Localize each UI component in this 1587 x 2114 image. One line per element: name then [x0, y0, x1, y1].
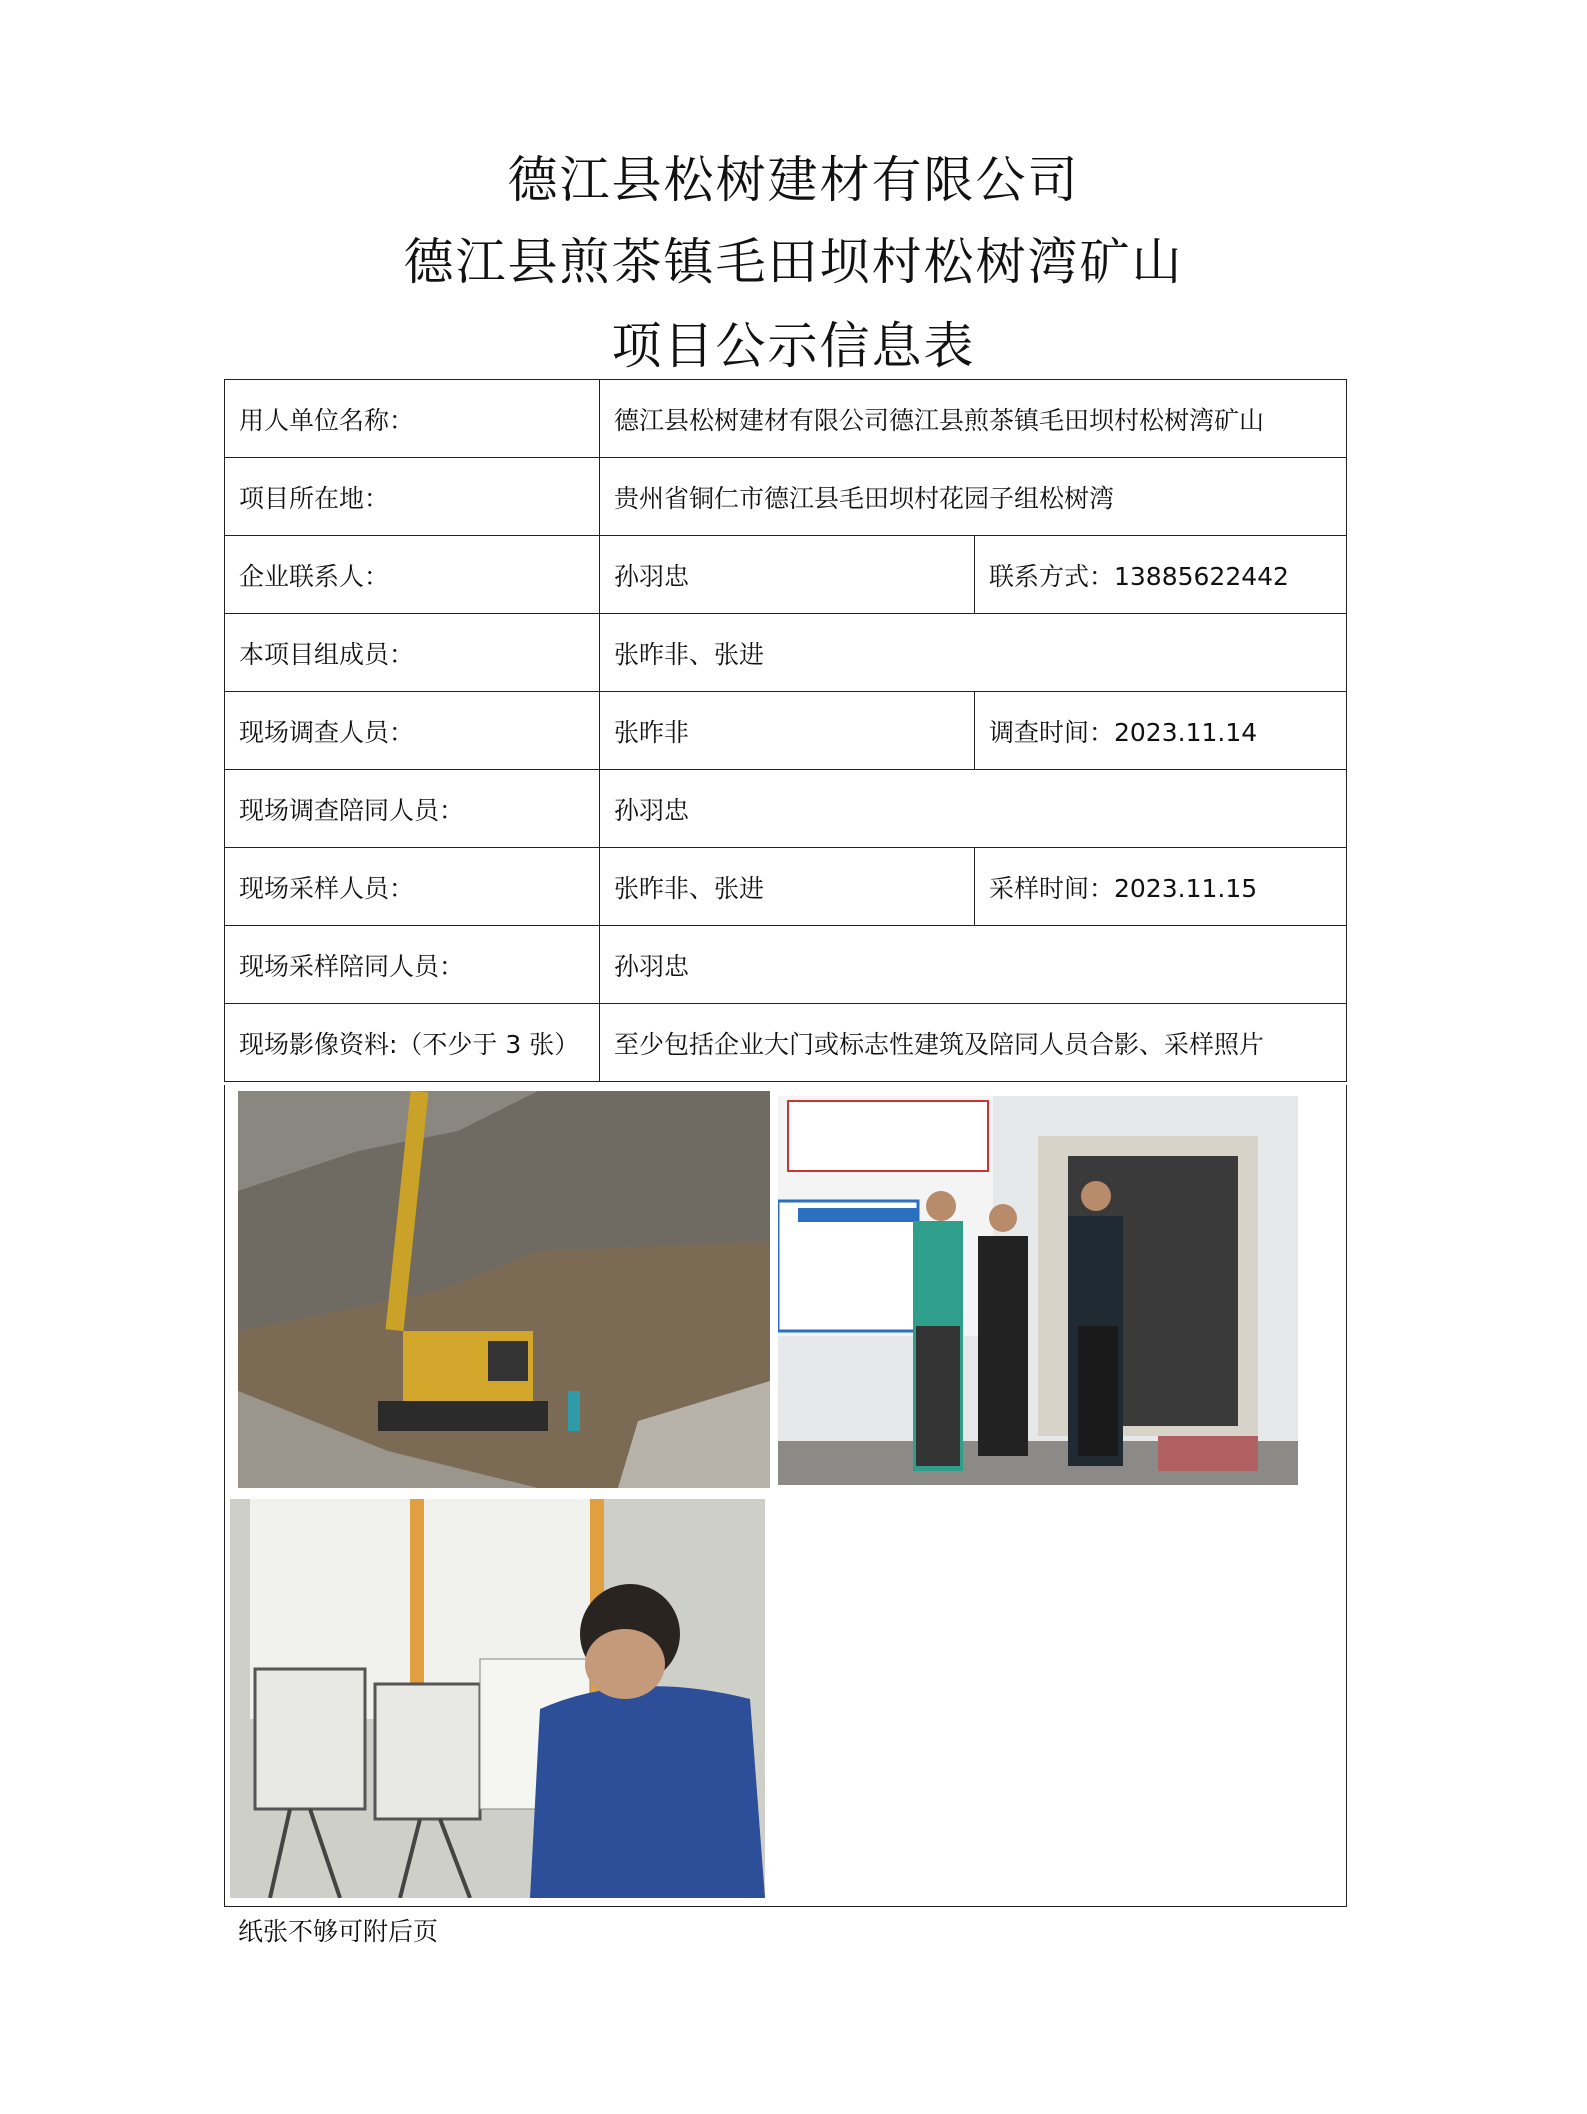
info-table	[224, 379, 1347, 1082]
sampling-staff-value: 张昨非、张进	[600, 848, 975, 926]
photo-area	[224, 1085, 1347, 1907]
survey-escort-value: 孙羽忠	[600, 770, 1347, 848]
footer-note: 纸张不够可附后页	[238, 1917, 439, 1946]
sampling-escort-value: 孙羽忠	[600, 926, 1347, 1004]
survey-escort-label: 现场调查陪同人员：	[225, 770, 600, 848]
phone-value: 联系方式：13885622442	[975, 536, 1347, 614]
sampling-escort-label: 现场采样陪同人员：	[225, 926, 600, 1004]
table-row	[225, 458, 1347, 536]
survey-time: 调查时间：2023.11.14	[975, 692, 1347, 770]
table-row	[225, 692, 1347, 770]
sampling-photo	[230, 1499, 765, 1898]
survey-staff-label: 现场调查人员：	[225, 692, 600, 770]
table-row	[225, 536, 1347, 614]
quarry-excavator-photo	[238, 1091, 770, 1488]
sampling-time: 采样时间：2023.11.15	[975, 848, 1347, 926]
location-label: 项目所在地：	[225, 458, 600, 536]
contact-value: 孙羽忠	[600, 536, 975, 614]
group-photo	[778, 1096, 1298, 1485]
employer-label: 用人单位名称：	[225, 380, 600, 458]
mine-title: 德江县煎茶镇毛田坝村松树湾矿山	[403, 233, 1184, 291]
table-row	[225, 926, 1347, 1004]
table-row	[225, 614, 1347, 692]
company-title: 德江县松树建材有限公司	[507, 151, 1080, 209]
table-row	[225, 770, 1347, 848]
employer-value: 德江县松树建材有限公司德江县煎茶镇毛田坝村松树湾矿山	[600, 380, 1347, 458]
form-title: 项目公示信息表	[611, 317, 976, 375]
contact-label: 企业联系人：	[225, 536, 600, 614]
members-label: 本项目组成员：	[225, 614, 600, 692]
table-row	[225, 380, 1347, 458]
table-row	[225, 848, 1347, 926]
table-row	[225, 1004, 1347, 1082]
survey-staff-value: 张昨非	[600, 692, 975, 770]
sampling-staff-label: 现场采样人员：	[225, 848, 600, 926]
media-label: 现场影像资料:（不少于 3 张）	[225, 1004, 600, 1082]
location-value: 贵州省铜仁市德江县毛田坝村花园子组松树湾	[600, 458, 1347, 536]
members-value: 张昨非、张进	[600, 614, 1347, 692]
media-value: 至少包括企业大门或标志性建筑及陪同人员合影、采样照片	[600, 1004, 1347, 1082]
